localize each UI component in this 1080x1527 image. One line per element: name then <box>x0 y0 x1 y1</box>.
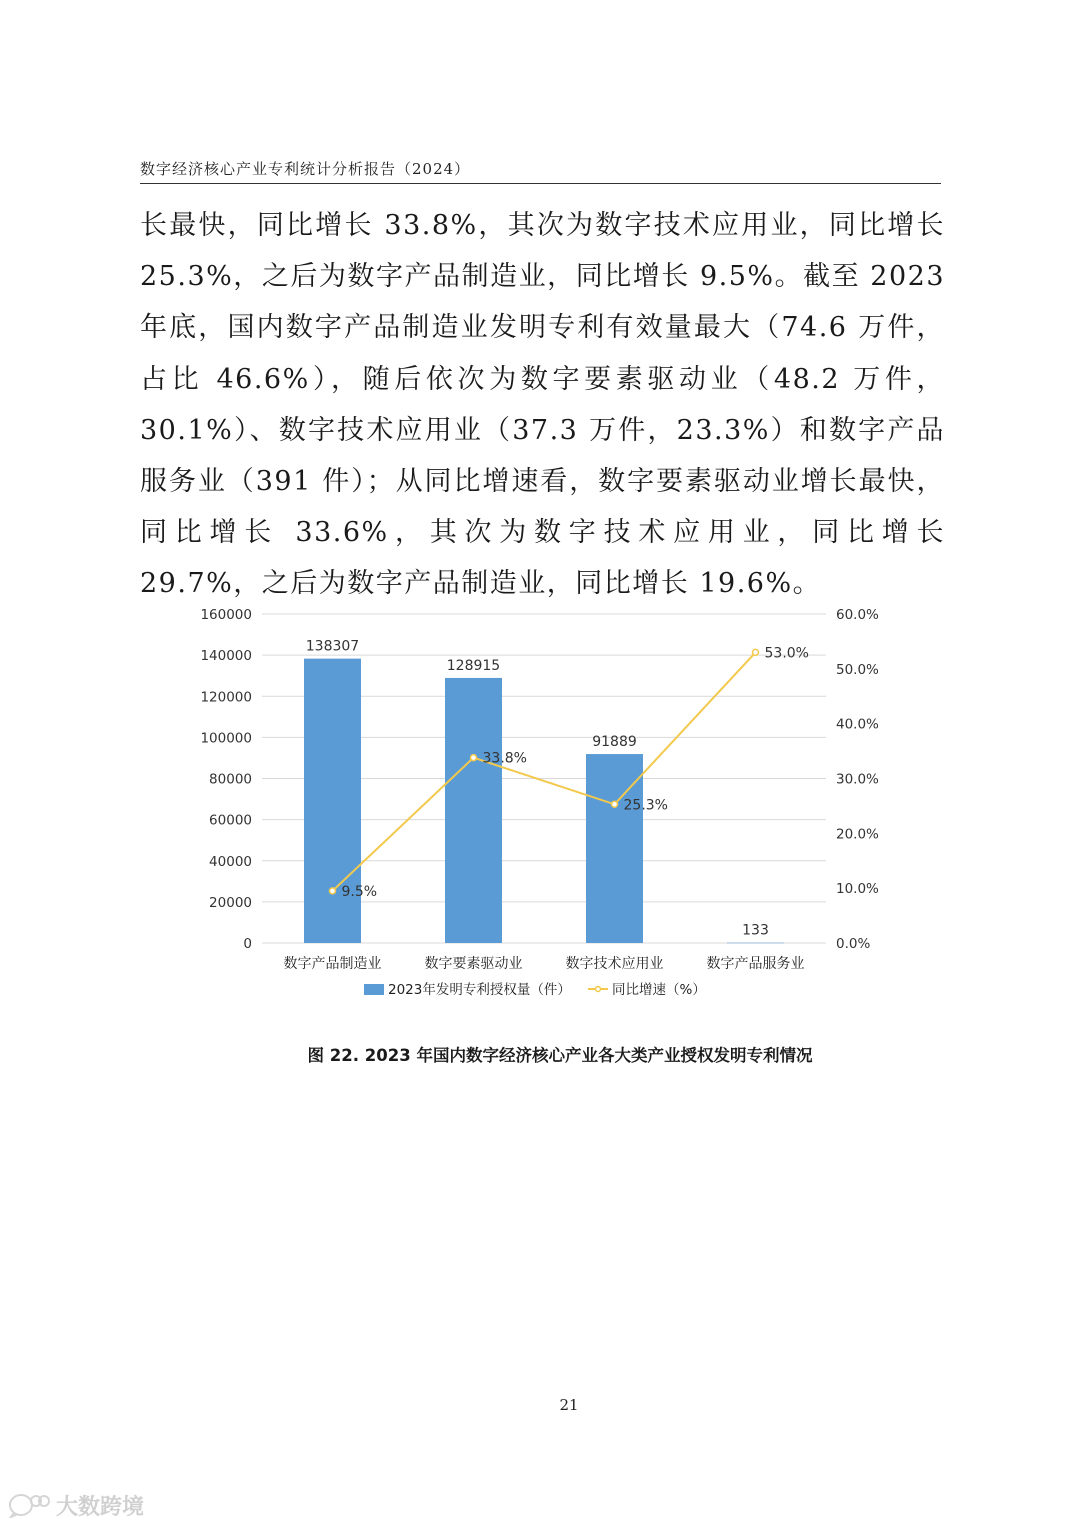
y2-tick-label: 50.0% <box>836 661 879 678</box>
chat-bubble-icon <box>8 1492 50 1518</box>
watermark <box>8 1490 144 1520</box>
y2-tick-label: 40.0% <box>836 716 879 733</box>
bar-value-label: 138307 <box>305 638 360 655</box>
bar <box>304 659 361 943</box>
header-divider <box>140 183 941 184</box>
y-tick-label: 60000 <box>209 812 252 829</box>
figure-caption <box>0 1042 1080 1066</box>
growth-point <box>471 755 477 761</box>
y-tick-label: 160000 <box>200 607 252 623</box>
y2-tick-label: 0.0% <box>836 936 871 952</box>
x-tick-label: 数字要素驱动业 <box>424 956 523 972</box>
watermark-text: 大数跨境 <box>56 1494 145 1520</box>
figure-number: 图 22. <box>307 1046 360 1065</box>
x-tick-label: 数字技术应用业 <box>565 956 664 972</box>
y-tick-label: 40000 <box>209 853 252 870</box>
growth-value-label: 9.5% <box>341 883 378 900</box>
bar <box>727 943 784 944</box>
y-tick-label: 0 <box>243 936 252 952</box>
legend-line-marker <box>596 987 601 992</box>
y2-tick-label: 60.0% <box>836 607 879 623</box>
growth-line <box>333 652 756 891</box>
page-number: 21 <box>559 1396 579 1414</box>
growth-point <box>753 649 759 655</box>
figure-title: 2023 年国内数字经济核心产业各大类产业授权发明专利情况 <box>359 1046 813 1065</box>
x-tick-label: 数字产品制造业 <box>283 956 382 972</box>
bar-value-label: 91889 <box>592 734 637 751</box>
y2-tick-label: 30.0% <box>836 771 879 788</box>
growth-value-label: 53.0% <box>764 645 809 662</box>
legend-bar-label: 2023年发明专利授权量（件） <box>388 982 571 998</box>
y-tick-label: 120000 <box>200 689 252 706</box>
bar-value-label: 128915 <box>446 657 501 674</box>
combo-chart <box>190 600 900 1010</box>
running-header: 数字经济核心产业专利统计分析报告（2024） <box>140 160 471 178</box>
patent-chart <box>190 600 900 1010</box>
growth-point <box>612 801 618 807</box>
y-tick-label: 100000 <box>200 730 252 747</box>
bar-value-label: 133 <box>742 922 769 939</box>
legend-bar-swatch <box>364 984 384 995</box>
y-tick-label: 140000 <box>200 648 252 665</box>
growth-value-label: 33.8% <box>482 750 527 767</box>
legend-line-label: 同比增速（%） <box>612 982 706 998</box>
growth-value-label: 25.3% <box>623 797 668 814</box>
y-tick-label: 20000 <box>209 894 252 911</box>
bar <box>445 678 502 943</box>
growth-point <box>330 888 336 894</box>
x-tick-label: 数字产品服务业 <box>706 956 805 972</box>
y2-tick-label: 10.0% <box>836 881 879 898</box>
y-tick-label: 80000 <box>209 771 252 788</box>
body-paragraph: 长最快，同比增长 33.8%，其次为数字技术应用业，同比增长 25.3%，之后为数字产品制造业，同比增长 9.5%。截至 2023 年底，国内数字产品制造业发明专利有效量最大（74.6 万件，占比 46.6%），随后依次为数字要素驱动业（48.2 万件，30.1%）、数字技术应用业（37.3 万件，23.3%）和数字产品服务业（391 件）；从同比增速看，数字要素驱动业增长最快，同比增长 33.6%，其次为数字技术应用业，同比增长 29.7%，之后为数字产品制造业，同比增长 19.6%。 <box>140 210 945 600</box>
y2-tick-label: 20.0% <box>836 826 879 843</box>
